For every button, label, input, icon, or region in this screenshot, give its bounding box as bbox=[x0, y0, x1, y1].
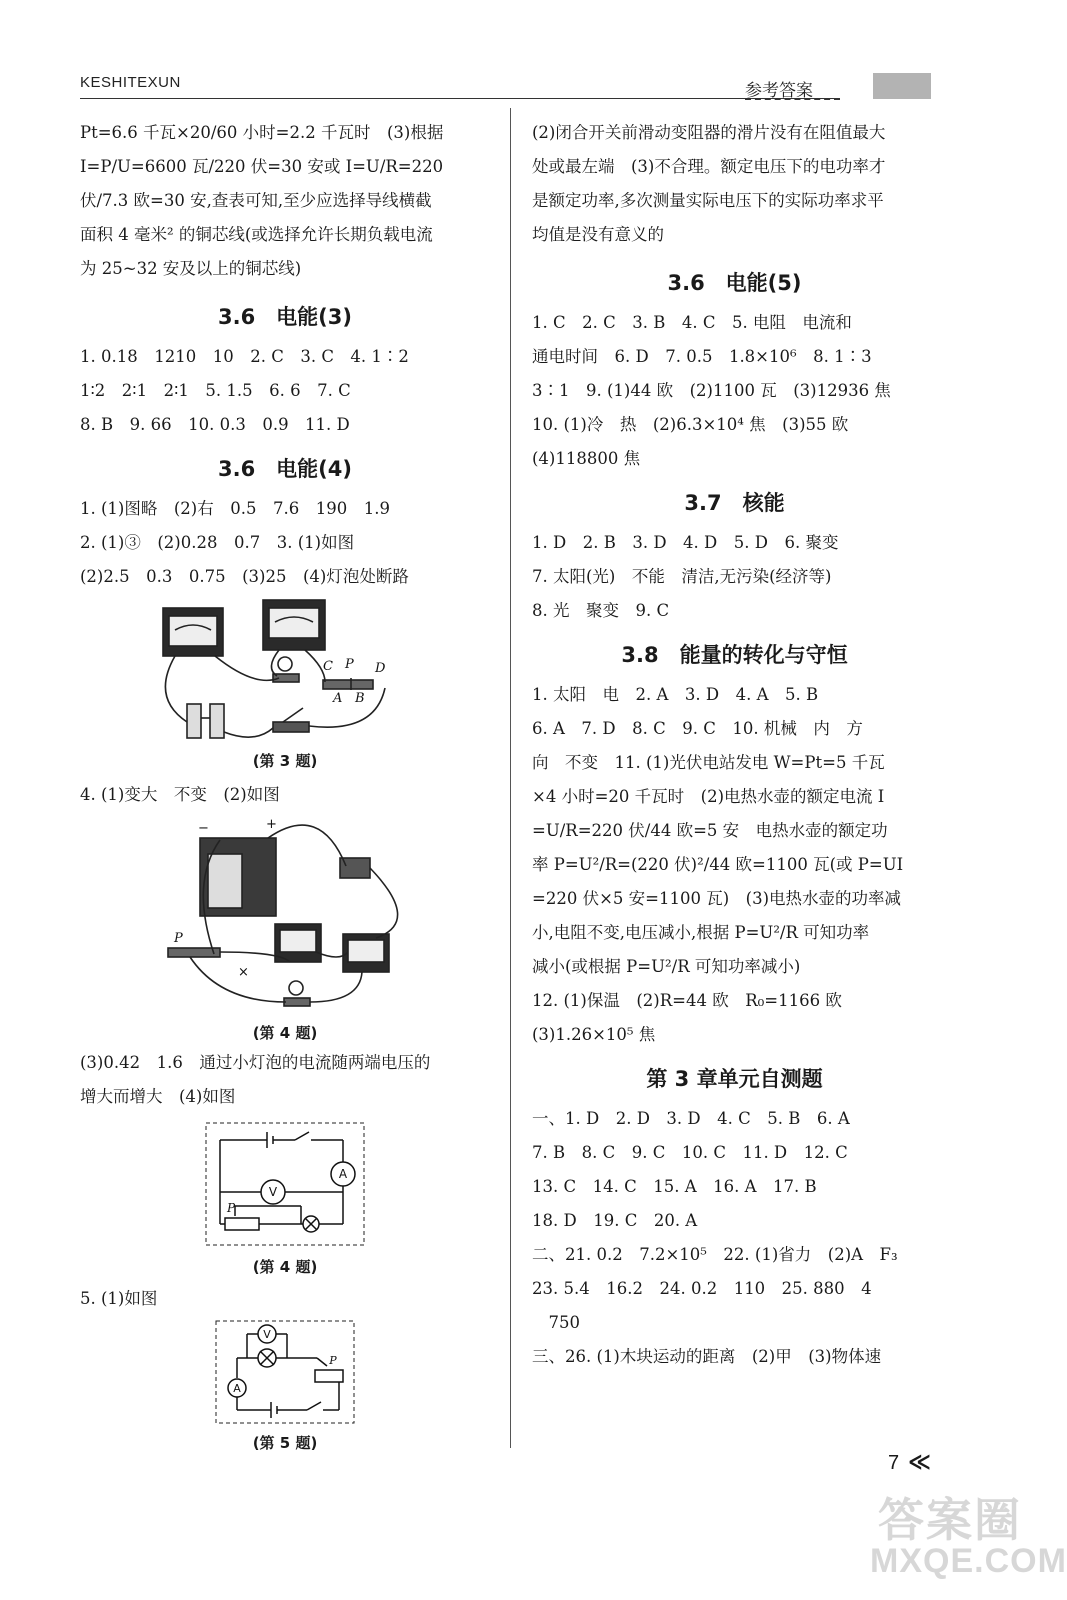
section-title-underline bbox=[745, 98, 840, 100]
answer-line: 1. D 2. B 3. D 4. D 5. D 6. 聚变 bbox=[532, 533, 839, 552]
header-rule bbox=[80, 98, 840, 99]
answer-line: 5. (1)如图 bbox=[80, 1289, 158, 1308]
answer-line: 750 bbox=[532, 1313, 580, 1332]
slider-label: P bbox=[329, 1354, 337, 1367]
answer-line: 4. (1)变大 不变 (2)如图 bbox=[80, 785, 280, 804]
answer-line: 23. 5.4 16.2 24. 0.2 110 25. 880 4 bbox=[532, 1279, 872, 1298]
text-line: 均值是没有意义的 bbox=[532, 225, 664, 244]
answer-line: (4)118800 焦 bbox=[532, 449, 641, 468]
answer-line: ×4 小时=20 千瓦时 (2)电热水壶的额定电流 I bbox=[532, 787, 885, 806]
answer-line: 1∶2 2∶1 2∶1 5. 1.5 6. 6 7. C bbox=[80, 381, 351, 400]
header-brand: KESHITEXUN bbox=[80, 74, 181, 91]
answer-line: 8. B 9. 66 10. 0.3 0.9 11. D bbox=[80, 415, 350, 434]
heading-chapter-self-test: 第 3 章单元自测题 bbox=[646, 1067, 823, 1091]
answer-line: 1. 0.18 1210 10 2. C 3. C 4. 1∶2 bbox=[80, 347, 409, 366]
heading-electric-energy-5: 3.6 电能(5) bbox=[667, 271, 802, 295]
figure-q5-schematic bbox=[215, 1320, 355, 1424]
answer-line: 率 P=U²/R=(220 伏)²/44 欧=1100 瓦(或 P=UI bbox=[532, 855, 904, 874]
text-line: 面积 4 毫米² 的铜芯线(或选择允许长期负载电流 bbox=[80, 225, 433, 244]
answer-line: 减小(或根据 P=U²/R 可知功率减小) bbox=[532, 957, 801, 976]
text-line: 处或最左端 (3)不合理。额定电压下的电功率才 bbox=[532, 157, 886, 176]
text-line: 为 25~32 安及以上的铜芯线) bbox=[80, 259, 302, 278]
answer-line: =U/R=220 伏/44 欧=5 安 电热水壶的额定功 bbox=[532, 821, 888, 840]
text-line: 是额定功率,多次测量实际电压下的实际功率求平 bbox=[532, 191, 884, 210]
answer-line: 二、21. 0.2 7.2×10⁵ 22. (1)省力 (2)A F₃ bbox=[532, 1245, 898, 1264]
answer-line: 增大而增大 (4)如图 bbox=[80, 1087, 236, 1106]
circuit-photo-q4 bbox=[150, 812, 420, 1020]
label-minus: − bbox=[198, 821, 209, 836]
text-line: I=P/U=6600 瓦/220 伏=30 安或 I=U/R=220 bbox=[80, 157, 444, 176]
answer-line: =220 伏×5 安=1100 瓦) (3)电热水壶的功率减 bbox=[532, 889, 902, 908]
label-plus: + bbox=[266, 817, 277, 832]
answer-line: 小,电阻不变,电压减小,根据 P=U²/R 可知功率 bbox=[532, 923, 870, 942]
label-cross: × bbox=[238, 965, 249, 980]
section-title: 参考答案 bbox=[745, 81, 813, 101]
answer-line: 三、26. (1)木块运动的距离 (2)甲 (3)物体速 bbox=[532, 1347, 882, 1366]
right-column bbox=[532, 116, 937, 1374]
header-gray-block bbox=[873, 73, 931, 99]
schematic-q4 bbox=[205, 1122, 365, 1246]
answer-line: 通电时间 6. D 7. 0.5 1.8×10⁶ 8. 1∶3 bbox=[532, 347, 872, 366]
answer-line: 一、1. D 2. D 3. D 4. C 5. B 6. A bbox=[532, 1109, 850, 1128]
answer-line: 8. 光 聚变 9. C bbox=[532, 601, 670, 620]
label-d: D bbox=[375, 661, 386, 676]
schematic-q5 bbox=[215, 1320, 355, 1424]
heading-electric-energy-4: 3.6 电能(4) bbox=[217, 457, 352, 481]
heading-electric-energy-3: 3.6 电能(3) bbox=[217, 305, 352, 329]
figure-q3-circuit bbox=[155, 598, 415, 748]
watermark-url: MXQE.COM bbox=[870, 1542, 1067, 1580]
answer-line: 1. 太阳 电 2. A 3. D 4. A 5. B bbox=[532, 685, 819, 704]
answer-line: (2)2.5 0.3 0.75 (3)25 (4)灯泡处断路 bbox=[80, 567, 409, 586]
circuit-photo-q3 bbox=[155, 598, 415, 748]
chevron-left-icon: ≪ bbox=[908, 1450, 932, 1475]
answer-line: 6. A 7. D 8. C 9. C 10. 机械 内 方 bbox=[532, 719, 863, 738]
label-b: B bbox=[355, 691, 365, 706]
left-intro bbox=[80, 116, 490, 286]
answer-line: (3)0.42 1.6 通过小灯泡的电流随两端电压的 bbox=[80, 1053, 431, 1072]
ammeter-label: A bbox=[338, 1167, 348, 1181]
answer-line: 7. B 8. C 9. C 10. C 11. D 12. C bbox=[532, 1143, 848, 1162]
answer-line: 7. 太阳(光) 不能 清洁,无污染(经济等) bbox=[532, 567, 832, 586]
figure-caption-q4b: (第 4 题) bbox=[252, 1258, 318, 1276]
answer-line: 3∶1 9. (1)44 欧 (2)1100 瓦 (3)12936 焦 bbox=[532, 381, 891, 400]
label-p: P bbox=[174, 931, 183, 946]
answer-line: 10. (1)冷 热 (2)6.3×10⁴ 焦 (3)55 欧 bbox=[532, 415, 849, 434]
answer-line: 13. C 14. C 15. A 16. A 17. B bbox=[532, 1177, 817, 1196]
column-divider bbox=[510, 108, 511, 1448]
label-a: A bbox=[333, 691, 343, 706]
answer-line: 1. C 2. C 3. B 4. C 5. 电阻 电流和 bbox=[532, 313, 852, 332]
answer-line: 2. (1)③ (2)0.28 0.7 3. (1)如图 bbox=[80, 533, 355, 552]
slider-label: P bbox=[226, 1201, 236, 1215]
label-p: P bbox=[345, 657, 354, 672]
text-line: Pt=6.6 千瓦×20/60 小时=2.2 千瓦时 (3)根据 bbox=[80, 123, 444, 142]
voltmeter-label: V bbox=[268, 1185, 278, 1199]
heading-nuclear-energy: 3.7 核能 bbox=[684, 491, 785, 515]
answer-line: 12. (1)保温 (2)R=44 欧 R₀=1166 欧 bbox=[532, 991, 842, 1010]
answer-line: 18. D 19. C 20. A bbox=[532, 1211, 698, 1230]
answer-line: 1. (1)图略 (2)右 0.5 7.6 190 1.9 bbox=[80, 499, 390, 518]
left-column bbox=[80, 116, 490, 1456]
answer-line: (3)1.26×10⁵ 焦 bbox=[532, 1025, 656, 1044]
watermark-logo bbox=[860, 1480, 1067, 1590]
text-line: (2)闭合开关前滑动变阻器的滑片没有在阻值最大 bbox=[532, 123, 886, 142]
figure-caption-q4a: (第 4 题) bbox=[252, 1024, 318, 1042]
ammeter-label: A bbox=[233, 1382, 241, 1395]
figure-caption-q3: (第 3 题) bbox=[252, 752, 318, 770]
figure-q4-circuit-photo bbox=[150, 812, 420, 1020]
voltmeter-label: V bbox=[263, 1328, 271, 1341]
watermark-text: 答案圈 bbox=[878, 1494, 1022, 1546]
label-c: C bbox=[323, 659, 333, 674]
page-number: 7 bbox=[888, 1452, 900, 1474]
answer-line: 向 不变 11. (1)光伏电站发电 W=Pt=5 千瓦 bbox=[532, 753, 885, 772]
figure-caption-q5: (第 5 题) bbox=[252, 1434, 318, 1452]
heading-energy-conversion: 3.8 能量的转化与守恒 bbox=[621, 643, 848, 667]
text-line: 伏/7.3 欧=30 安,查表可知,至少应选择导线横截 bbox=[80, 191, 432, 210]
figure-q4-schematic bbox=[205, 1122, 365, 1246]
